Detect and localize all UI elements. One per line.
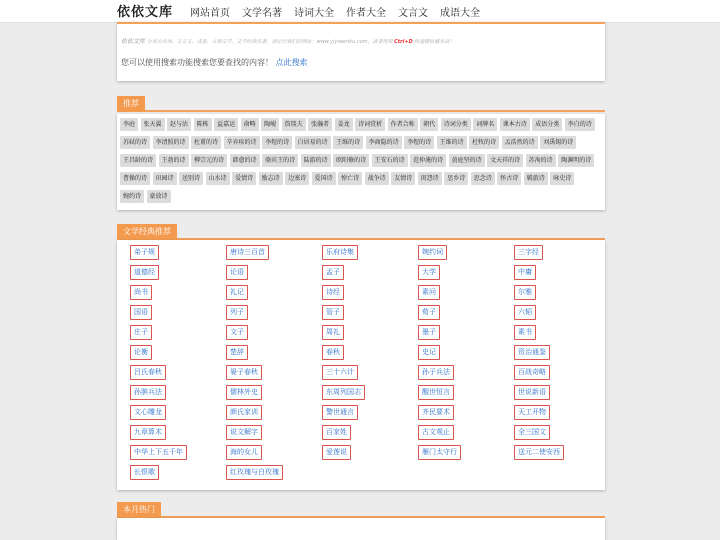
classic-book-link[interactable]: 国语 — [130, 305, 152, 320]
classic-book-link[interactable]: 爱莲说 — [322, 445, 351, 460]
recommend-tag[interactable]: 杜牧的诗 — [469, 136, 499, 149]
classic-book-link[interactable]: 三字经 — [514, 245, 543, 260]
classic-book-link[interactable]: 警世通言 — [322, 405, 358, 420]
classic-book-link[interactable]: 春秋 — [322, 345, 344, 360]
recommend-tag[interactable]: 咏史诗 — [550, 172, 574, 185]
search-link[interactable]: 点此搜索 — [275, 58, 308, 67]
recommend-panel — [117, 114, 605, 210]
classic-book-link[interactable]: 素问 — [418, 285, 440, 300]
monthly-title: 本月热门 — [117, 502, 161, 518]
classic-book-link[interactable]: 乐府诗集 — [322, 245, 358, 260]
classic-book-link[interactable]: 诗经 — [322, 285, 344, 300]
recommend-tag[interactable]: 曹操的诗 — [120, 172, 150, 185]
classic-book-link[interactable]: 海的女儿 — [226, 445, 262, 460]
classics-row — [130, 425, 600, 445]
recommend-tag[interactable]: 闺怨诗 — [418, 172, 442, 185]
recommend-tag[interactable]: 詹琰夫 — [282, 118, 306, 131]
recommend-tag[interactable]: 李清照的诗 — [153, 136, 189, 149]
recommend-tag[interactable]: 爱情诗 — [232, 172, 256, 185]
recommend-tag[interactable]: 成语分类 — [532, 118, 562, 131]
classic-book-link[interactable]: 大学 — [418, 265, 440, 280]
classic-book-link[interactable]: 儒林外史 — [226, 385, 262, 400]
notice-brand: 依依文库 — [121, 38, 146, 45]
recommend-tag[interactable]: 苏洵的诗 — [526, 154, 556, 167]
recommend-tag[interactable]: 励志诗 — [259, 172, 283, 185]
recommend-tags — [120, 118, 602, 208]
recommend-tag[interactable]: 黄庭坚的诗 — [449, 154, 485, 167]
classic-book-link[interactable]: 世说新语 — [514, 385, 550, 400]
search-prompt-text: 您可以使用搜索功能搜索您要查找的内容！ — [121, 58, 273, 67]
classic-book-link[interactable]: 送元二使安西 — [514, 445, 564, 460]
classic-book-link[interactable]: 醒世恒言 — [418, 385, 454, 400]
classics-row — [130, 345, 600, 365]
classic-book-link[interactable]: 弟子规 — [130, 245, 159, 260]
classic-book-link[interactable]: 孟子 — [322, 265, 344, 280]
top-bar — [0, 0, 720, 23]
recommend-tag[interactable]: 白居易的诗 — [295, 136, 331, 149]
classics-row — [130, 285, 600, 305]
classic-book-link[interactable]: 九章算术 — [130, 425, 166, 440]
notice-hotkey: Ctrl+D — [394, 39, 413, 45]
classic-book-link[interactable]: 婉约词 — [418, 245, 447, 260]
classics-row — [130, 265, 600, 285]
classic-book-link[interactable]: 墨子 — [418, 325, 440, 340]
classic-book-link[interactable]: 唐诗三百首 — [226, 245, 269, 260]
classic-book-link[interactable]: 资治通鉴 — [514, 345, 550, 360]
classic-book-link[interactable]: 荀子 — [418, 305, 440, 320]
recommend-tag[interactable]: 李庭 — [120, 118, 138, 131]
recommend-tag[interactable]: 送别诗 — [179, 172, 203, 185]
classics-panel — [117, 240, 605, 490]
recommend-tag[interactable]: 文天祥的诗 — [487, 154, 523, 167]
recommend-tag[interactable]: 婉约诗 — [120, 190, 144, 203]
classic-book-link[interactable]: 东周列国志 — [322, 385, 365, 400]
recommend-tag[interactable]: 李煜的诗 — [404, 136, 434, 149]
classic-book-link[interactable]: 颜氏家训 — [226, 405, 262, 420]
recommend-tag[interactable]: 王勃的诗 — [159, 154, 189, 167]
classic-book-link[interactable]: 三十六计 — [322, 365, 358, 380]
classic-book-link[interactable]: 古文观止 — [418, 425, 454, 440]
recommend-tag[interactable]: 陶渊明的诗 — [558, 154, 594, 167]
classic-book-link[interactable]: 道德经 — [130, 265, 159, 280]
recommend-tag[interactable]: 骆宾王的诗 — [262, 154, 298, 167]
recommend-tag[interactable]: 韩愈的诗 — [230, 154, 260, 167]
recommend-tag[interactable]: 课本古诗 — [500, 118, 530, 131]
classics-header — [117, 224, 605, 240]
recommend-tag[interactable]: 诗词赏析 — [355, 118, 385, 131]
recommend-tag[interactable]: 柳宗元的诗 — [191, 154, 227, 167]
recommend-tag[interactable]: 豪放诗 — [147, 190, 171, 203]
recommend-tag[interactable]: 陈栋 — [194, 118, 212, 131]
classic-book-link[interactable]: 吕氏春秋 — [130, 365, 166, 380]
classic-book-link[interactable]: 说文解字 — [226, 425, 262, 440]
classic-book-link[interactable]: 文子 — [226, 325, 248, 340]
recommend-tag[interactable]: 益嘉运 — [214, 118, 238, 131]
classic-book-link[interactable]: 红玫瑰与白玫瑰 — [226, 465, 283, 480]
recommend-tag[interactable]: 赵与沽 — [167, 118, 191, 131]
recommend-tag[interactable]: 张天翼 — [141, 118, 165, 131]
recommend-tag[interactable]: 孟浩然的诗 — [502, 136, 538, 149]
classic-book-link[interactable]: 中华上下五千年 — [130, 445, 187, 460]
recommend-tag[interactable]: 羁旅诗 — [524, 172, 548, 185]
classic-book-link[interactable]: 中庸 — [514, 265, 536, 280]
recommend-tag[interactable]: 王昌龄的诗 — [120, 154, 156, 167]
classic-book-link[interactable]: 尚书 — [130, 285, 152, 300]
nav-idioms[interactable]: 成语大全 — [440, 8, 480, 19]
recommend-tag[interactable]: 思乡诗 — [444, 172, 468, 185]
classic-book-link[interactable]: 晏子春秋 — [226, 365, 262, 380]
classic-book-link[interactable]: 全三国文 — [514, 425, 550, 440]
recommend-tag[interactable]: 辛弃疾的诗 — [224, 136, 260, 149]
notice-end: 快速键收藏本站！ — [414, 39, 455, 45]
recommend-tag[interactable]: 作者合称 — [388, 118, 418, 131]
classics-row — [130, 385, 600, 405]
recommend-tag[interactable]: 欧阳修的诗 — [333, 154, 369, 167]
classics-row — [130, 305, 600, 325]
classic-book-link[interactable]: 百战奇略 — [514, 365, 550, 380]
nav-authors[interactable]: 作者大全 — [346, 8, 386, 19]
recommend-tag[interactable]: 姜龙 — [335, 118, 353, 131]
recommend-tag[interactable]: 诗词分类 — [441, 118, 471, 131]
nav-classical-chinese[interactable]: 文言文 — [398, 8, 428, 19]
recommend-tag[interactable]: 俞畴 — [241, 118, 259, 131]
classic-book-link[interactable]: 孙膑兵法 — [130, 385, 166, 400]
notice-text — [121, 36, 454, 45]
classics-row — [130, 365, 600, 385]
nav-poetry[interactable]: 诗词大全 — [294, 8, 334, 19]
classic-book-link[interactable]: 史记 — [418, 345, 440, 360]
recommend-tag[interactable]: 词牌名 — [473, 118, 497, 131]
recommend-tag[interactable]: 李商隐的诗 — [366, 136, 402, 149]
notice-panel — [117, 22, 605, 81]
classic-book-link[interactable]: 楚辞 — [226, 345, 248, 360]
classics-title: 文学经典推荐 — [117, 224, 177, 240]
recommend-tag[interactable]: 李煜的诗 — [262, 136, 292, 149]
site-logo[interactable]: 依依文库 — [117, 5, 174, 20]
search-prompt — [121, 57, 308, 68]
classics-row — [130, 445, 600, 465]
monthly-panel — [117, 518, 605, 540]
monthly-header — [117, 502, 605, 518]
classic-book-link[interactable]: 百家姓 — [322, 425, 351, 440]
classics-grid — [130, 245, 600, 485]
classic-book-link[interactable]: 文心雕龙 — [130, 405, 166, 420]
classic-book-link[interactable]: 论语 — [226, 265, 248, 280]
nav-home[interactable]: 网站首页 — [190, 8, 230, 19]
recommend-tag[interactable]: 苏轼的诗 — [120, 136, 150, 149]
recommend-tag[interactable]: 张瀚者 — [308, 118, 332, 131]
recommend-tag[interactable]: 怀古诗 — [497, 172, 521, 185]
recommend-tag[interactable]: 王维的诗 — [333, 136, 363, 149]
classic-book-link[interactable]: 论衡 — [130, 345, 152, 360]
recommend-tag[interactable]: 李白的诗 — [565, 118, 595, 131]
nav-literature[interactable]: 文学名著 — [242, 8, 282, 19]
classic-book-link[interactable]: 尔雅 — [514, 285, 536, 300]
recommend-tag[interactable]: 爱国诗 — [312, 172, 336, 185]
classic-book-link[interactable]: 礼记 — [226, 285, 248, 300]
recommend-tag[interactable]: 王维的诗 — [437, 136, 467, 149]
recommend-tag[interactable]: 战争诗 — [365, 172, 389, 185]
classic-book-link[interactable]: 管子 — [322, 305, 344, 320]
recommend-tag[interactable]: 杜甫的诗 — [191, 136, 221, 149]
recommend-tag[interactable]: 边塞诗 — [285, 172, 309, 185]
classic-book-link[interactable]: 天工开物 — [514, 405, 550, 420]
recommend-tag[interactable]: 刘禹锡的诗 — [540, 136, 576, 149]
recommend-tag[interactable]: 王安石的诗 — [372, 154, 408, 167]
classics-row — [130, 245, 600, 265]
classic-book-link[interactable]: 庄子 — [130, 325, 152, 340]
classic-book-link[interactable]: 素书 — [514, 325, 536, 340]
recommend-tag[interactable]: 友情诗 — [391, 172, 415, 185]
recommend-tag[interactable]: 陶岘 — [261, 118, 279, 131]
recommend-tag[interactable]: 田园诗 — [153, 172, 177, 185]
classic-book-link[interactable]: 周礼 — [322, 325, 344, 340]
notice-body: 分享古诗词、文言文、成语、古典文学，文学经典名著，请记住我们的网址：www.yiyiwenku.com，请者使用 — [146, 39, 393, 45]
classic-book-link[interactable]: 齐民要术 — [418, 405, 454, 420]
recommend-tag[interactable]: 范仲淹的诗 — [410, 154, 446, 167]
main-nav — [190, 4, 492, 19]
recommend-tag[interactable]: 思念诗 — [471, 172, 495, 185]
classic-book-link[interactable]: 长恨歌 — [130, 465, 159, 480]
recommend-tag[interactable]: 陆游的诗 — [301, 154, 331, 167]
classics-row — [130, 465, 600, 485]
classic-book-link[interactable]: 雁门太守行 — [418, 445, 461, 460]
recommend-tag[interactable]: 朝代 — [420, 118, 438, 131]
recommend-title: 推荐 — [117, 96, 145, 112]
classic-book-link[interactable]: 六韬 — [514, 305, 536, 320]
recommend-header — [117, 96, 605, 112]
classics-row — [130, 325, 600, 345]
recommend-tag[interactable]: 山水诗 — [206, 172, 230, 185]
recommend-tag[interactable]: 悼亡诗 — [338, 172, 362, 185]
classic-book-link[interactable]: 列子 — [226, 305, 248, 320]
classics-row — [130, 405, 600, 425]
classic-book-link[interactable]: 孙子兵法 — [418, 365, 454, 380]
